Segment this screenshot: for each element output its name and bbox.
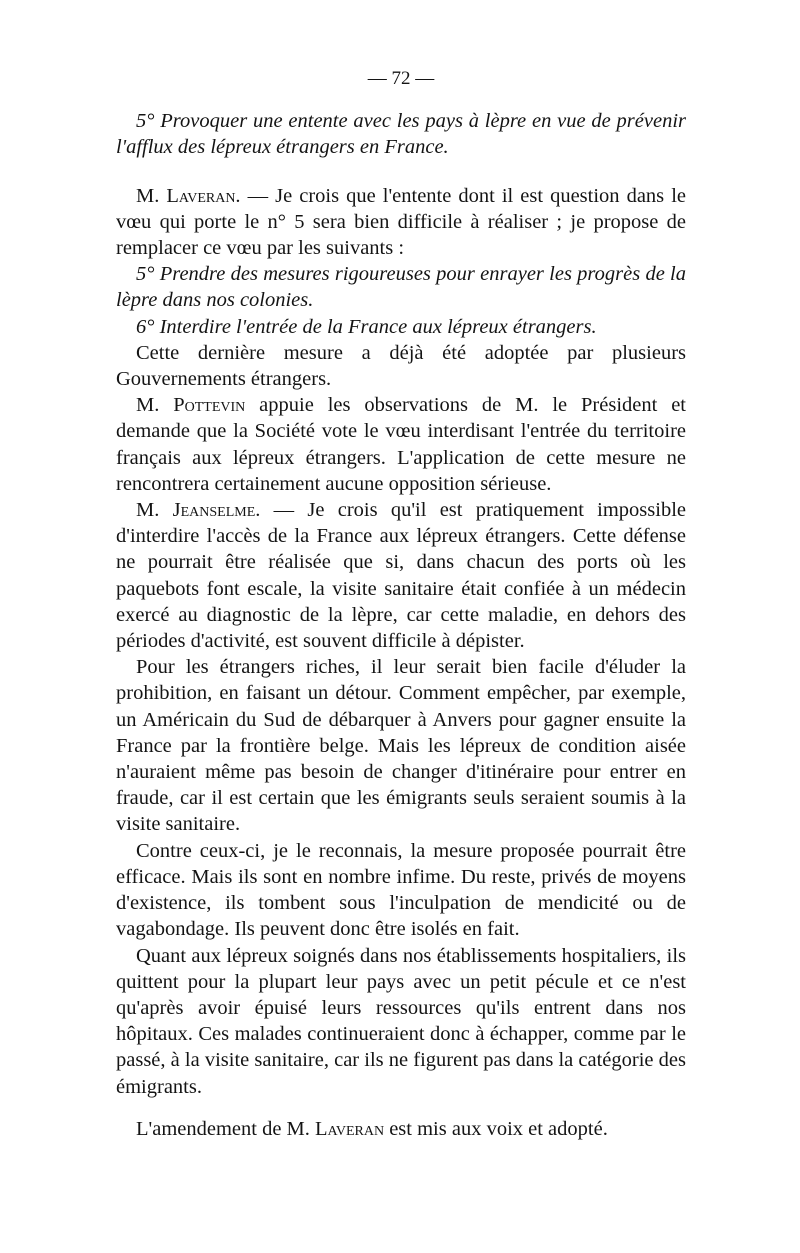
- rich-foreigners-paragraph: Pour les étrangers riches, il leur serait bien facile d'éluder la prohibition, en faisant un détour. Comment empêcher, par exemple, un Américain du Sud de débarquer à Anvers pour gagner ensuite la France par la frontière belge. Mais les lépreux de condition aisée n'auraient même pas besoin de changer d'itinéraire pour entrer en fraude, car il est certain que les émigrants seuls seraient soumis à la visite sanitaire.: [116, 656, 686, 836]
- paragraph-text: — Je crois que l'entente dont il est question dans le vœu qui porte le n° 5 sera bien difficile à réaliser ; je propose de remplacer ce vœu par les suivants :: [116, 184, 686, 260]
- speaker-name: M. Jeanselme.: [136, 499, 261, 522]
- paragraph-text: — Je crois qu'il est pratiquement impossible d'interdire l'accès de la France aux lépreux étrangers. Cette défense ne pourrait être réalisée que si, dans chacun des ports où les paquebots font escale, la visite sanitaire était confiée à un médecin exercé au diagnostic de la lèpre, car cette maladie, en dehors des périodes d'activité, est souvent difficile à dépister.: [116, 499, 686, 653]
- vow-5-new: 5° Prendre des mesures rigoureuses pour enrayer les progrès de la lèpre dans nos colonies.: [116, 263, 686, 312]
- laveran-paragraph: [116, 183, 686, 262]
- vow-6-new: 6° Interdire l'entrée de la France aux lépreux étrangers.: [136, 315, 597, 338]
- paragraph-text: est mis aux voix et adopté.: [384, 1117, 608, 1140]
- paragraph-text: appuie les observations de M. le Président et demande que la Société vote le vœu interdisant l'entrée du territoire français aux lépreux étrangers. L'application de cette mesure ne rencontrera certainement aucune opposition sérieuse.: [116, 394, 687, 495]
- speaker-name: M. Laveran.: [136, 184, 241, 207]
- vow-5-original: 5° Provoquer une entente avec les pays à lèpre en vue de prévenir l'afflux des lépreux étrangers en France.: [116, 110, 686, 159]
- amendment-vote-paragraph: [116, 1116, 686, 1142]
- speaker-name: M. Laveran: [286, 1117, 385, 1140]
- paragraph-text: L'amendement de: [136, 1117, 287, 1140]
- pottevin-paragraph: [116, 392, 686, 497]
- adoption-note: Cette dernière mesure a déjà été adoptée par plusieurs Gouvernements étrangers.: [116, 341, 686, 391]
- page-number: — 72 —: [367, 68, 435, 89]
- emigrants-paragraph: Contre ceux-ci, je le reconnais, la mesure proposée pourrait être efficace. Mais ils sont en nombre infime. Du reste, privés de moyens d'existence, ils tombent sous l'inculpation de mendicité ou de vagabondage. Ils peuvent donc être isolés en fait.: [116, 839, 686, 941]
- jeanselme-paragraph: [116, 497, 686, 654]
- document-page: [116, 66, 686, 1142]
- speaker-name: M. Pottevin: [136, 394, 246, 417]
- hospitalized-paragraph: Quant aux lépreux soignés dans nos établissements hospitaliers, ils quittent pour la plupart leur pays avec un petit pécule et ce n'est qu'après avoir épuisé leurs ressources qu'ils entrent dans nos hôpitaux. Ces malades continueraient donc à échapper, comme par le passé, à la visite sanitaire, car ils ne figurent pas dans la catégorie des émigrants.: [116, 944, 686, 1098]
